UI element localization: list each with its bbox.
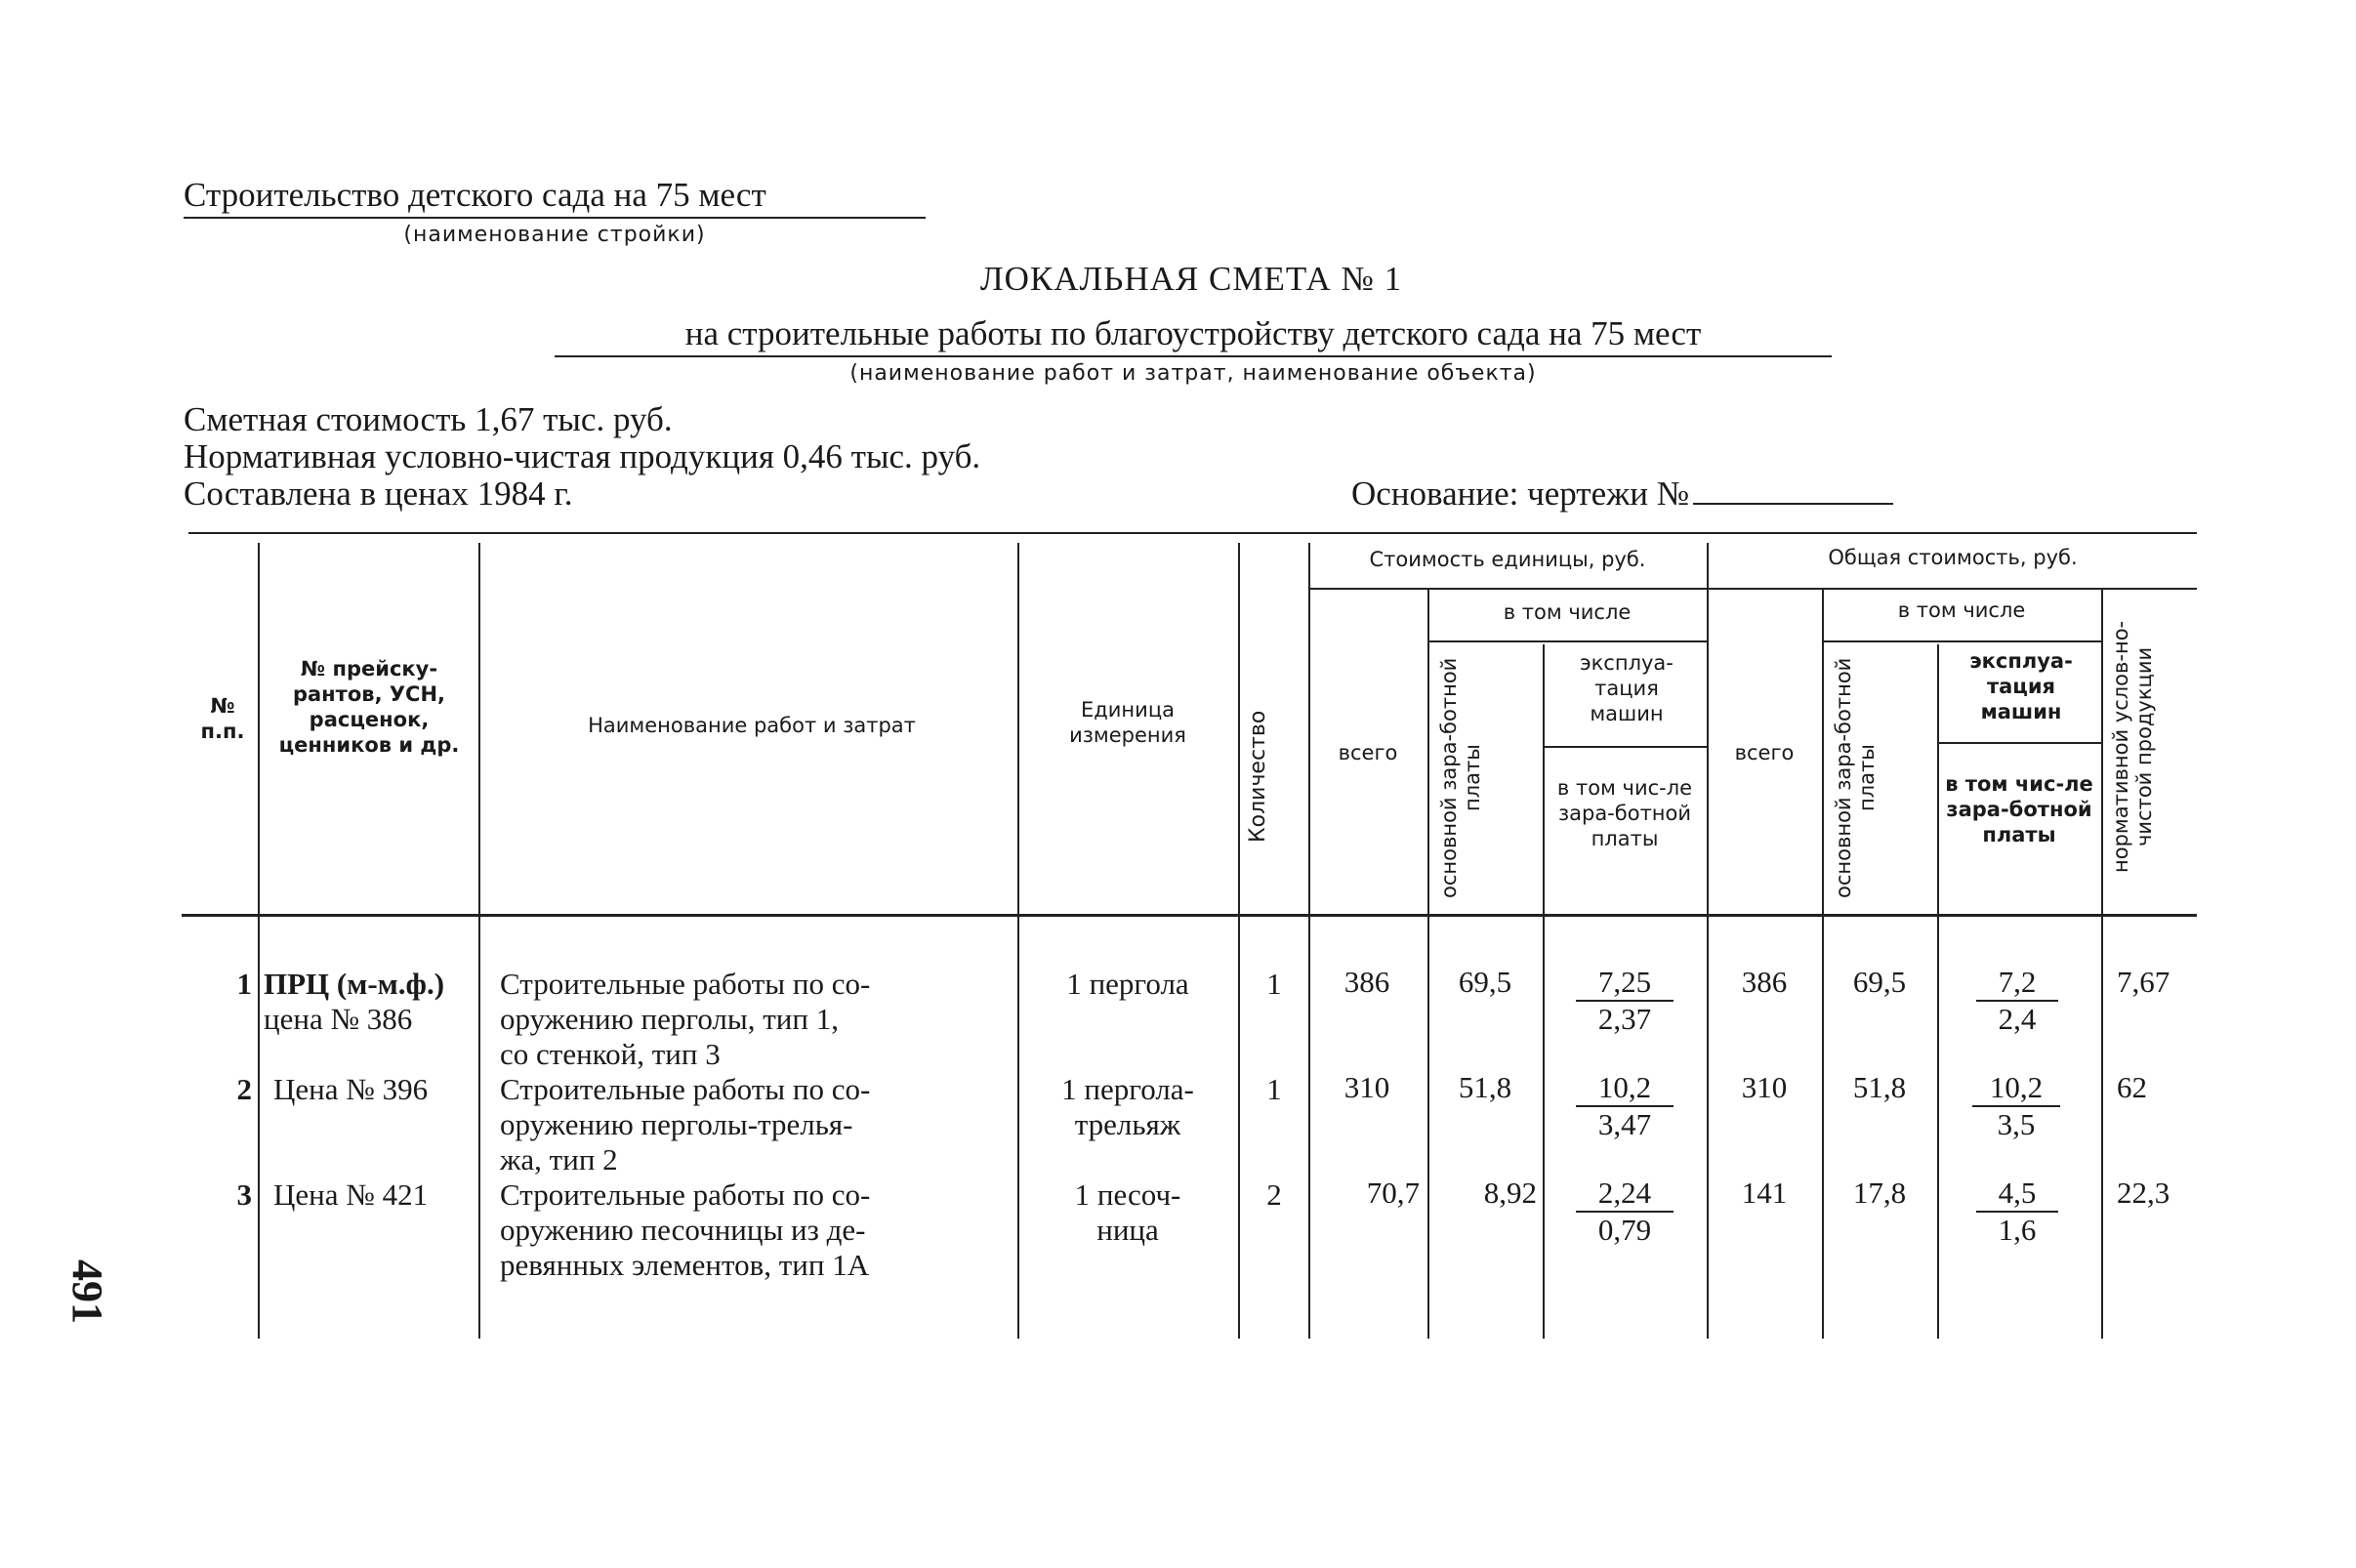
row-total-machines-wage: 3,5 [1997, 1107, 2036, 1141]
row-total-base-wage: 51,8 [1852, 1070, 1907, 1104]
row-num: 1 [236, 967, 252, 1001]
row-unit-line: 1 пергола [1066, 967, 1189, 1001]
row-unit [1021, 1072, 1234, 1142]
row-price-ref-line1: Цена № 396 [273, 1072, 429, 1106]
row-unit-base-wage: 69,5 [1458, 965, 1512, 999]
row-total-machines [1972, 1070, 2060, 1142]
row-total-machines-wage: 2,4 [1998, 1002, 2037, 1036]
header-unit: Единица измерения [1069, 698, 1186, 747]
header-total-total: всего [1734, 741, 1795, 764]
row-total-base-wage: 17,8 [1852, 1176, 1907, 1210]
row-total: 386 [1741, 965, 1788, 999]
row-unit-line: 1 пергола- [1061, 1072, 1194, 1106]
row-unit-line: 1 песоч- [1074, 1177, 1181, 1212]
page-number: 491 [63, 1259, 111, 1324]
row-price-ref [273, 1072, 478, 1107]
row-price-ref [264, 967, 478, 1037]
row-price-ref-line1: Цена № 421 [273, 1177, 429, 1212]
row-name-line: Строительные работы по со- [500, 1177, 871, 1212]
basis-line [1351, 475, 1893, 514]
row-price-ref [273, 1177, 478, 1213]
row-name-line: Строительные работы по со- [500, 967, 871, 1001]
row-unit-machines [1576, 965, 1674, 1037]
header-total-machines-wage: в том чис-ле зара-ботной платы [1945, 772, 2093, 846]
row-unit-machines-wage: 2,37 [1597, 1002, 1652, 1036]
row-name-line: со стенкой, тип 3 [500, 1037, 721, 1071]
row-total-machines-value: 4,5 [1976, 1176, 2058, 1213]
row-name-line: оружению перголы-трелья- [500, 1107, 853, 1141]
row-total: 310 [1741, 1070, 1788, 1104]
row-unit-total: 310 [1343, 1070, 1390, 1104]
row-unit-line: ница [1096, 1213, 1159, 1247]
row-price-ref-line2: цена № 386 [264, 1002, 413, 1036]
row-normative: 62 [2117, 1070, 2147, 1104]
row-unit-machines-value: 10,2 [1576, 1070, 1674, 1107]
header-name: Наименование работ и затрат [588, 714, 916, 737]
row-qty: 2 [1266, 1177, 1282, 1212]
row-name-line: Строительные работы по со- [500, 1072, 871, 1106]
row-unit-machines-value: 7,25 [1576, 965, 1674, 1002]
cost-line: Сметная стоимость 1,67 тыс. руб. [184, 400, 673, 438]
header-unit-machines: эксплуа-тация машин [1580, 651, 1674, 725]
construction-title: Строительство детского сада на 75 мест [184, 174, 926, 219]
row-unit-machines [1576, 1176, 1674, 1248]
header-unit-cost-group: Стоимость единицы, руб. [1369, 548, 1646, 571]
row-name-line: жа, тип 2 [500, 1142, 618, 1176]
estimate-caption: (наименование работ и затрат, наименование объекта) [849, 361, 1537, 386]
row-unit-machines-value: 2,24 [1576, 1176, 1674, 1213]
row-normative: 22,3 [2117, 1176, 2170, 1210]
estimate-subject: на строительные работы по благоустройству детского сада на 75 мест [555, 312, 1832, 357]
row-name-line: оружению перголы, тип 1, [500, 1002, 839, 1036]
header-total-base-wage: основной зара-ботной платы [1832, 657, 1880, 899]
row-total-machines-wage: 1,6 [1998, 1213, 2037, 1247]
row-num: 2 [236, 1072, 252, 1106]
row-total-machines-value: 10,2 [1972, 1070, 2060, 1107]
row-qty: 1 [1266, 967, 1282, 1001]
row-unit-total: 70,7 [1366, 1176, 1420, 1210]
header-total-machines: эксплуа-тация машин [1969, 649, 2073, 723]
row-total-machines [1976, 965, 2058, 1037]
header-price-list: № прейску-рантов, УСН, расценок, ценников и др. [278, 657, 460, 757]
header-qty: Количество [1246, 710, 1270, 843]
row-price-ref-line1: ПРЦ (м-м.ф.) [264, 967, 445, 1001]
row-name [500, 1072, 1008, 1177]
row-unit-base-wage: 8,92 [1483, 1176, 1537, 1210]
row-num: 3 [236, 1177, 252, 1212]
basis-blank [1693, 503, 1893, 505]
row-unit-machines [1576, 1070, 1674, 1142]
row-unit-machines-wage: 3,47 [1597, 1107, 1652, 1141]
row-name [500, 1177, 1008, 1283]
row-unit-machines-wage: 0,79 [1597, 1213, 1652, 1247]
row-name-line: ревянных элементов, тип 1А [500, 1248, 870, 1282]
header-total-cost-group: Общая стоимость, руб. [1828, 546, 2078, 569]
row-unit [1021, 967, 1234, 1002]
normative-line: Нормативная условно-чистая продукция 0,46 тыс. руб. [184, 437, 981, 475]
basis-label: Основание: чертежи № [1351, 475, 1690, 513]
row-total: 141 [1741, 1176, 1788, 1210]
construction-caption: (наименование стройки) [403, 223, 706, 247]
header-unit-incl: в том числе [1503, 600, 1632, 624]
row-total-machines-value: 7,2 [1976, 965, 2058, 1002]
row-total-machines [1976, 1176, 2058, 1248]
row-unit-total: 386 [1343, 965, 1390, 999]
header-normative: нормативной услов-но-чистой продукции [2109, 620, 2157, 874]
header-unit-base-wage: основной зара-ботной платы [1437, 657, 1485, 899]
estimate-title: ЛОКАЛЬНАЯ СМЕТА № 1 [979, 260, 1403, 298]
row-qty: 1 [1266, 1072, 1282, 1106]
row-name-line: оружению песочницы из де- [500, 1213, 866, 1247]
row-normative: 7,67 [2117, 965, 2170, 999]
row-total-base-wage: 69,5 [1852, 965, 1907, 999]
header-unit-machines-wage: в том чис-ле зара-ботной платы [1556, 776, 1693, 850]
header-total-incl: в том числе [1897, 598, 2026, 622]
row-name [500, 967, 1008, 1072]
row-unit-base-wage: 51,8 [1458, 1070, 1512, 1104]
row-unit [1021, 1177, 1234, 1248]
prices-line: Составлена в ценах 1984 г. [184, 475, 573, 513]
header-num: № п.п. [200, 694, 245, 743]
row-unit-line: трельяж [1074, 1107, 1181, 1141]
header-unit-total: всего [1338, 741, 1398, 764]
